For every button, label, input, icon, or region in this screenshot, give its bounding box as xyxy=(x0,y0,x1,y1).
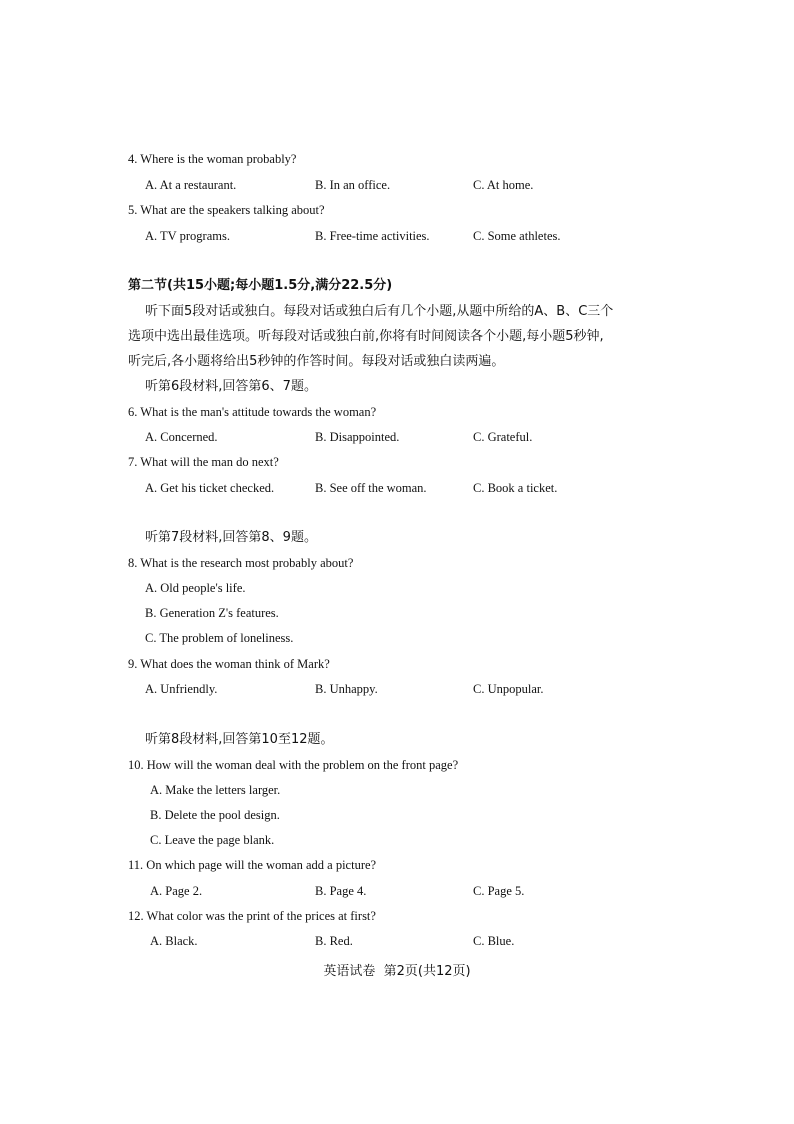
question-7-option-a: A. Get his ticket checked. xyxy=(145,481,275,495)
question-4-option-a: A. At a restaurant. xyxy=(145,178,237,192)
section-2-instruction-line-1: 听下面5段对话或独白。每段对话或独白后有几个小题,从题中所给的A、B、C三个 xyxy=(145,304,614,319)
question-12-option-a: A. Black. xyxy=(150,934,198,948)
question-9-option-a: A. Unfriendly. xyxy=(145,682,218,696)
question-10-option-a: A. Make the letters larger. xyxy=(150,783,281,797)
material-6-heading: 听第6段材料,回答第6、7题。 xyxy=(145,379,317,394)
question-9-option-b: B. Unhappy. xyxy=(315,682,378,696)
question-10-option-c: C. Leave the page blank. xyxy=(150,833,275,847)
question-11-option-b: B. Page 4. xyxy=(315,884,367,898)
section-2-title: 第二节(共15小题;每小题1.5分,满分22.5分) xyxy=(128,278,393,293)
question-10-stem: 10. How will the woman deal with the problem on the front page? xyxy=(128,758,459,772)
question-11-stem: 11. On which page will the woman add a picture? xyxy=(128,858,377,872)
question-6-option-c: C. Grateful. xyxy=(473,430,533,444)
question-5-option-c: C. Some athletes. xyxy=(473,229,561,243)
question-11-option-a: A. Page 2. xyxy=(150,884,203,898)
question-9-stem: 9. What does the woman think of Mark? xyxy=(128,657,330,671)
page-footer: 英语试卷 第2页(共12页) xyxy=(323,964,471,979)
question-12-option-b: B. Red. xyxy=(315,934,353,948)
question-5-stem: 5. What are the speakers talking about? xyxy=(128,203,325,217)
question-8-stem: 8. What is the research most probably about? xyxy=(128,556,354,570)
question-7-stem: 7. What will the man do next? xyxy=(128,455,279,469)
question-6-option-a: A. Concerned. xyxy=(145,430,218,444)
question-6-stem: 6. What is the man's attitude towards the woman? xyxy=(128,405,377,419)
section-2-instruction-line-2: 选项中选出最佳选项。听每段对话或独白前,你将有时间阅读各个小题,每小题5秒钟, xyxy=(128,329,604,344)
question-8-option-a: A. Old people's life. xyxy=(145,581,246,595)
question-4-option-b: B. In an office. xyxy=(315,178,391,192)
question-8-option-c: C. The problem of loneliness. xyxy=(145,631,294,645)
material-8-heading: 听第8段材料,回答第10至12题。 xyxy=(145,732,334,747)
question-4-option-c: C. At home. xyxy=(473,178,534,192)
question-6-option-b: B. Disappointed. xyxy=(315,430,400,444)
question-4-stem: 4. Where is the woman probably? xyxy=(128,152,297,166)
question-7-option-b: B. See off the woman. xyxy=(315,481,427,495)
question-8-option-b: B. Generation Z's features. xyxy=(145,606,279,620)
question-12-stem: 12. What color was the print of the prices at first? xyxy=(128,909,376,923)
section-2-instruction-line-3: 听完后,各小题将给出5秒钟的作答时间。每段对话或独白读两遍。 xyxy=(128,354,505,369)
material-7-heading: 听第7段材料,回答第8、9题。 xyxy=(145,530,317,545)
question-9-option-c: C. Unpopular. xyxy=(473,682,544,696)
question-10-option-b: B. Delete the pool design. xyxy=(150,808,280,822)
question-7-option-c: C. Book a ticket. xyxy=(473,481,558,495)
question-5-option-b: B. Free-time activities. xyxy=(315,229,430,243)
question-12-option-c: C. Blue. xyxy=(473,934,515,948)
question-11-option-c: C. Page 5. xyxy=(473,884,525,898)
question-5-option-a: A. TV programs. xyxy=(145,229,230,243)
